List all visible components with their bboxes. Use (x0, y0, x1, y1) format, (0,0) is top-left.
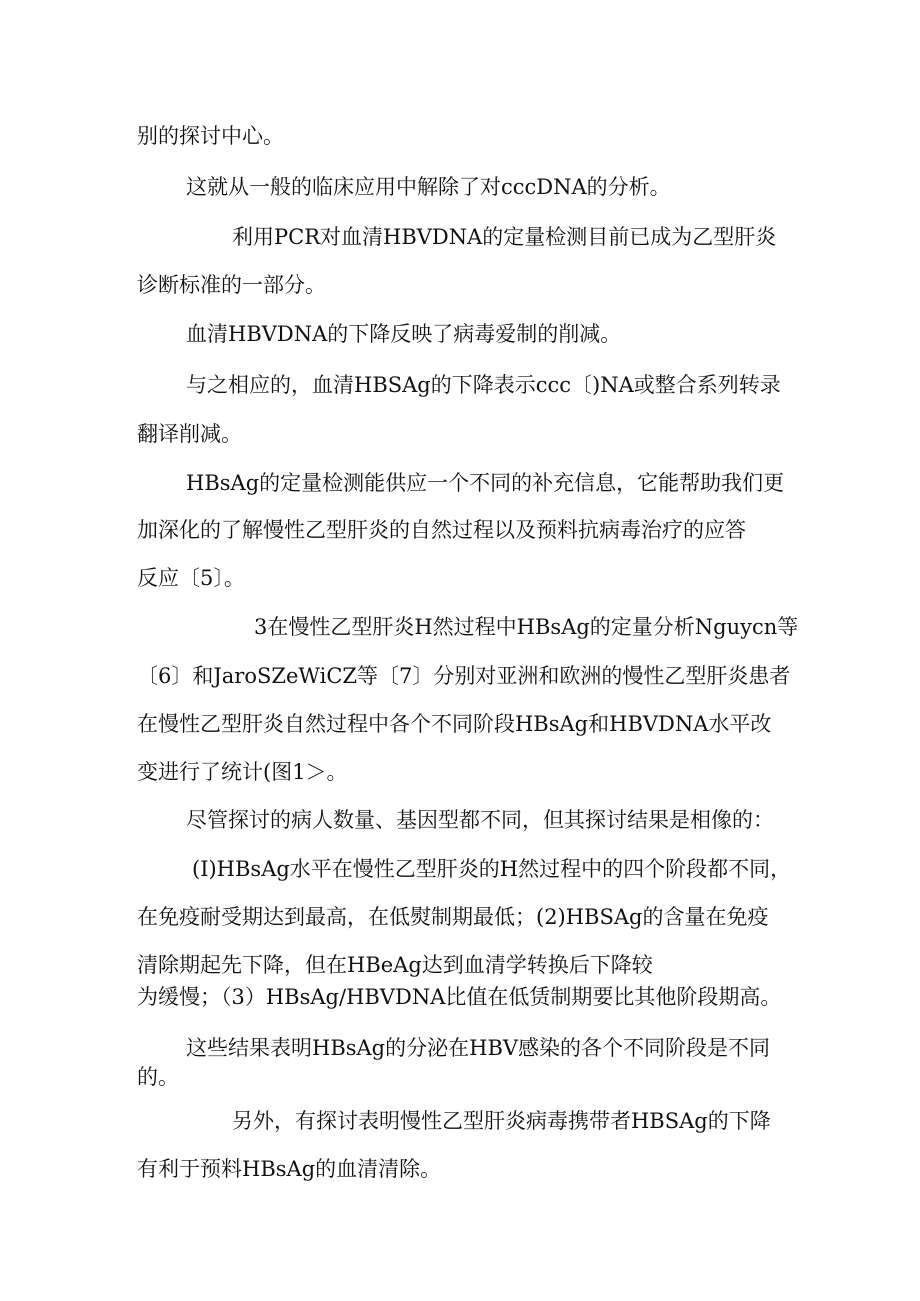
text-line: 翻译削减。 (137, 422, 242, 446)
text-line: 诊断标准的一部分。 (137, 273, 326, 297)
text-line: 与之相应的，血清HBSAg的下降表示ccc〔)NA或整合系列转录 (186, 373, 781, 397)
text-line: 〔6〕和JaroSZeWiCZ等〔7〕分别对亚洲和欧洲的慢性乙型肝炎患者 (137, 664, 791, 688)
text-line: 在免疫耐受期达到最高，在低熨制期最低；(2)HBSAg的含量在免疫 (137, 905, 769, 929)
text-line: HBsAg的定量检测能供应一个不同的补充信息，它能帮助我们更 (186, 471, 785, 495)
text-line: 反应〔5〕。 (137, 566, 245, 590)
text-line: 利用PCR对血清HBVDNA的定量检测目前已成为乙型肝炎 (232, 225, 777, 249)
text-line: 尽管探讨的病人数量、基因型都不同，但其探讨结果是相像的： (186, 808, 774, 832)
text-line: 为缓慢；（3）HBsAg∕HBVDNA比值在低赁制期要比其他阶段期高。 (137, 985, 782, 1009)
text-line: 的。 (137, 1065, 179, 1089)
text-line: 血清HBVDNA的下降反映了病毒爱制的削减。 (186, 322, 622, 346)
text-line: (I)HBsAg水平在慢性乙型肝炎的H然过程中的四个阶段都不同， (192, 857, 792, 881)
text-line: 在慢性乙型肝炎自然过程中各个不同阶段HBsAg和HBVDNA水平改 (137, 712, 772, 736)
text-line: 清除期起先下降，但在HBeAg达到血清学转换后下降较 (137, 953, 653, 977)
text-line: 加深化的了解慢性乙型肝炎的自然过程以及预料抗病毒治疗的应答 (137, 518, 746, 542)
text-line: 这些结果表明HBsAg的分泌在HBV感染的各个不同阶段是不同 (186, 1036, 771, 1060)
text-line: 3在慢性乙型肝炎H然过程中HBsAg的定量分析Nguycn等 (254, 615, 799, 639)
text-line: 别的探讨中心。 (137, 124, 284, 148)
text-line: 这就从一般的临床应用中解除了对cccDNA的分析。 (186, 175, 671, 199)
text-line: 有利于预料HBsAg的血清清除。 (137, 1157, 442, 1181)
text-line: 变进行了统计(图1＞。 (137, 760, 348, 784)
text-line: 另外，有探讨表明慢性乙型肝炎病毒携带者HBSAg的下降 (232, 1109, 771, 1133)
